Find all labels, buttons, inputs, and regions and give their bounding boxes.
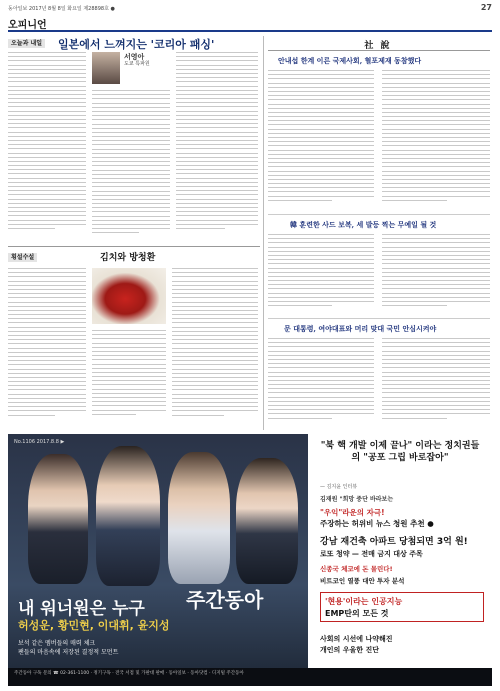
ad-boxed-feature (320, 592, 484, 622)
bottom-text-2 (92, 330, 166, 428)
editorial-text-3b (382, 338, 490, 428)
ad-footer-info: 주간동아 구독 문의 ☎ 02-361-1100 · 정기구독 · 전국 서점 및 가판대 판매 · 동아일보 · 동아닷컴 · 디지털 주간동아 (8, 668, 492, 686)
ad-red-line: "우익"라운의 자극! (320, 508, 385, 517)
bottom-column-tag (8, 252, 40, 261)
page-number: 27 (480, 3, 492, 12)
editorial-text-1b (382, 70, 490, 210)
editorial-text-2b (382, 234, 490, 314)
editorial-subhead-2: 韓 훈련한 사드 보복, 세 발등 찍는 무예일 될 것 (290, 220, 437, 229)
column-divider (263, 36, 264, 430)
ad-contents-panel (308, 434, 492, 668)
column-tag (8, 38, 48, 47)
author-photo (92, 52, 120, 84)
section-title: 오피니언 (8, 20, 47, 31)
bottom-text-3 (172, 268, 258, 428)
editorial-heading: 社 說 (364, 41, 392, 51)
ad-feature-red: 신종국 체코에 돈 몰린다! (320, 565, 393, 573)
ad-line: 주장하는 허위비 뉴스 청원 추천 ● (320, 519, 434, 528)
ad-kicker: 김재원 "희망 중단 바라보는 (320, 496, 394, 503)
ad-box-line-2: EMP탄의 모든 것 (325, 609, 389, 618)
author-name: 서영아 (124, 53, 145, 61)
editorial-text-1a (268, 70, 374, 210)
ad-member-names: 허성운, 황민현, 이대휘, 윤지성 (18, 619, 170, 632)
member-photo-1 (28, 454, 88, 584)
ad-bottom-line-2: 개인의 우울한 진단 (320, 646, 379, 654)
editorial-subhead-1: 안내섭 한계 이른 국제사회, 혈포제재 동참했다 (278, 56, 422, 65)
ad-brand-logo: 주간동아 (186, 588, 264, 612)
ad-feature-line: 비트코인 열풍 대안 투자 분석 (320, 577, 405, 585)
page-header (8, 4, 492, 13)
editorial-text-2a (268, 234, 374, 314)
column-text-3 (176, 52, 258, 242)
member-photo-2 (96, 446, 160, 586)
ad-subline-2: 팬들의 마음속에 저장된 결정적 모먼트 (18, 649, 119, 656)
column-tag-label: 오늘과 내일 (8, 39, 45, 48)
ad-issue-number: No.1106 2017.8.8 ▶ (14, 439, 65, 445)
ad-subline-1: 보석 같은 멤버들의 매력 체크 (18, 640, 96, 647)
date-line: 동아일보 2017년 8월 8일 화요일 제28898호 ● (8, 6, 115, 12)
editorial-subhead-3: 문 대통령, 여야대표와 머리 맞대 국민 안심시켜야 (284, 324, 437, 333)
column-text-2 (92, 90, 170, 242)
header-rule (8, 30, 492, 32)
author-byline (124, 54, 150, 68)
magazine-advertisement[interactable] (8, 434, 492, 686)
member-photo-3 (168, 452, 230, 584)
bottom-column-title: 김치와 방청환 (100, 253, 156, 263)
ad-feature-sub: 로또 청약 — 전매 금지 대상 주목 (320, 550, 423, 558)
kimchi-photo (92, 268, 166, 324)
author-role: 도쿄 특파원 (124, 61, 150, 67)
editorial-text-3a (268, 338, 374, 428)
ad-headline: 내 워너원은 누구 (18, 599, 145, 619)
ad-box-line-1: '현용'이라는 인공지능 (325, 597, 403, 606)
editorial-rule-2 (268, 214, 490, 215)
ad-feature-headline: 강남 재건축 아파트 당첨되면 3억 원! (320, 537, 468, 547)
editorial-rule-3 (268, 318, 490, 319)
editorial-rule (268, 50, 490, 51)
ad-bottom-line-1: 사회의 시선에 나약해진 (320, 635, 393, 643)
column-text-1 (8, 52, 86, 242)
ad-cover-quote: "북 핵 개발 이제 끝나" 이라는 정치권들의 "공포 그립 바로잡아" (320, 441, 480, 463)
divider-left (8, 246, 260, 247)
bottom-column-tag-label: 횡설수설 (8, 253, 37, 262)
ad-quote-byline: — 김지윤 인터뷰 (320, 484, 358, 490)
bottom-text-1 (8, 268, 86, 428)
member-photo-4 (236, 458, 298, 584)
column-title: 일본에서 느껴지는 '코리아 패싱' (58, 38, 215, 51)
